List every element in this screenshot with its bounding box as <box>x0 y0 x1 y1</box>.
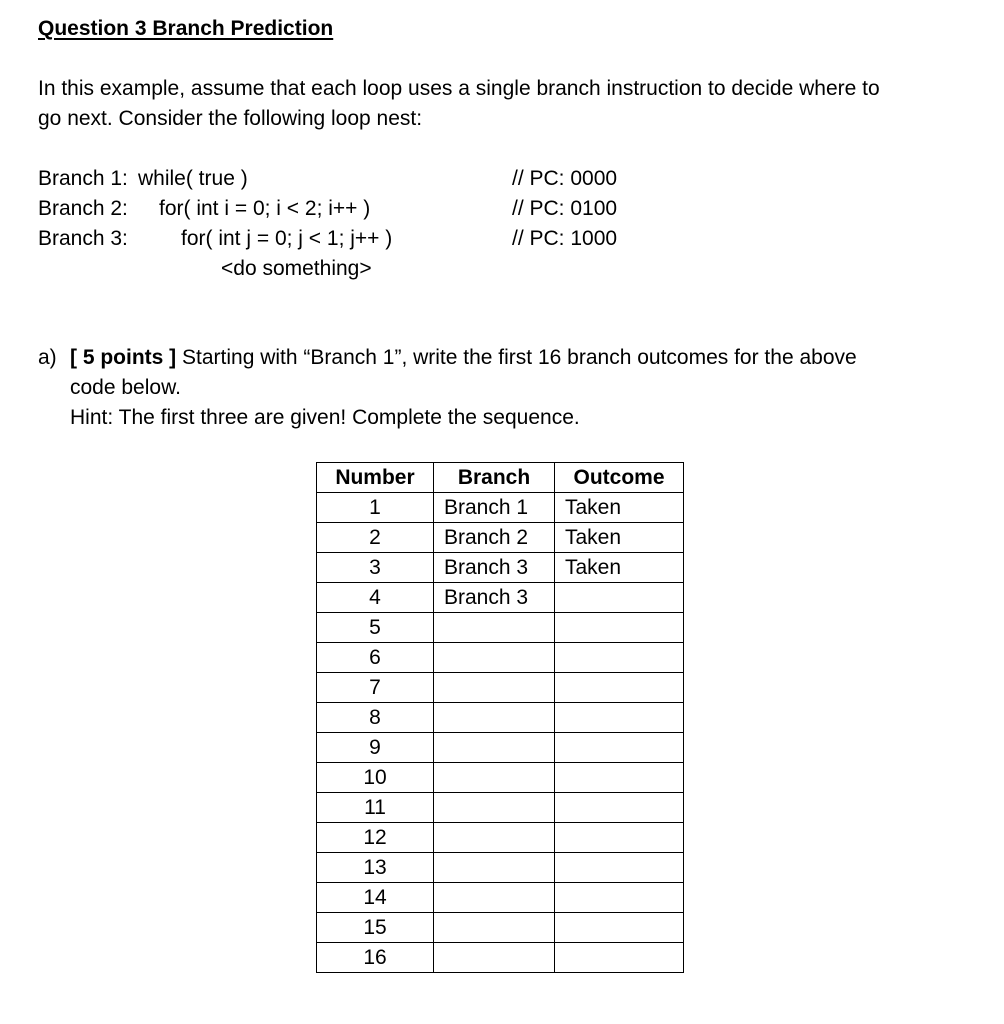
question-a-line-1 <box>70 343 857 373</box>
row-number-cell: 11 <box>317 793 434 823</box>
row-outcome-cell[interactable] <box>555 853 684 883</box>
table-body <box>317 493 684 973</box>
table-row <box>317 703 684 733</box>
row-branch-cell[interactable] <box>434 643 555 673</box>
row-branch-cell[interactable] <box>434 823 555 853</box>
row-outcome-cell[interactable] <box>555 613 684 643</box>
row-outcome-cell[interactable] <box>555 673 684 703</box>
row-branch-cell[interactable] <box>434 733 555 763</box>
table-row <box>317 493 684 523</box>
code-statement-branch-2: for( int i = 0; i < 2; i++ ) <box>159 197 371 220</box>
table-row <box>317 673 684 703</box>
row-branch-cell[interactable] <box>434 943 555 973</box>
row-branch-cell[interactable]: Branch 2 <box>434 523 555 553</box>
row-outcome-cell[interactable] <box>555 763 684 793</box>
code-label-branch-2: Branch 2: <box>38 197 128 220</box>
row-number-cell: 6 <box>317 643 434 673</box>
table-row <box>317 943 684 973</box>
row-branch-cell[interactable]: Branch 3 <box>434 583 555 613</box>
row-outcome-cell[interactable]: Taken <box>555 523 684 553</box>
row-number-cell: 7 <box>317 673 434 703</box>
row-number-cell: 8 <box>317 703 434 733</box>
row-branch-cell[interactable] <box>434 703 555 733</box>
row-outcome-cell[interactable] <box>555 583 684 613</box>
row-number-cell: 1 <box>317 493 434 523</box>
row-branch-cell[interactable] <box>434 673 555 703</box>
row-branch-cell[interactable] <box>434 883 555 913</box>
row-number-cell: 9 <box>317 733 434 763</box>
header-outcome: Outcome <box>555 463 684 493</box>
code-label-branch-3: Branch 3: <box>38 227 128 250</box>
table-row <box>317 613 684 643</box>
table-row <box>317 583 684 613</box>
question-a-points: [ 5 points ] <box>70 346 177 369</box>
table-row <box>317 793 684 823</box>
row-branch-cell[interactable] <box>434 793 555 823</box>
table-row <box>317 853 684 883</box>
row-branch-cell[interactable] <box>434 613 555 643</box>
row-number-cell: 12 <box>317 823 434 853</box>
row-outcome-cell[interactable] <box>555 643 684 673</box>
table-row <box>317 913 684 943</box>
table-row <box>317 823 684 853</box>
row-number-cell: 5 <box>317 613 434 643</box>
row-number-cell: 10 <box>317 763 434 793</box>
table-row <box>317 523 684 553</box>
row-outcome-cell[interactable]: Taken <box>555 553 684 583</box>
intro-line-2: go next. Consider the following loop nest: <box>38 107 423 130</box>
code-statement-branch-1: while( true ) <box>138 167 248 190</box>
row-number-cell: 4 <box>317 583 434 613</box>
table-row <box>317 733 684 763</box>
header-number: Number <box>317 463 434 493</box>
row-branch-cell[interactable]: Branch 1 <box>434 493 555 523</box>
row-outcome-cell[interactable] <box>555 733 684 763</box>
branch-outcome-table <box>316 462 684 973</box>
code-loop-body: <do something> <box>221 257 372 280</box>
code-comment-branch-3: // PC: 1000 <box>512 227 618 250</box>
row-branch-cell[interactable] <box>434 763 555 793</box>
row-outcome-cell[interactable] <box>555 703 684 733</box>
row-number-cell: 15 <box>317 913 434 943</box>
question-title: Question 3 Branch Prediction <box>38 17 334 40</box>
row-outcome-cell[interactable] <box>555 883 684 913</box>
table-row <box>317 883 684 913</box>
row-outcome-cell[interactable] <box>555 793 684 823</box>
question-a-text-1: Starting with “Branch 1”, write the first 16 branch outcomes for the above <box>182 346 857 369</box>
row-branch-cell[interactable]: Branch 3 <box>434 553 555 583</box>
row-outcome-cell[interactable] <box>555 913 684 943</box>
question-a-marker: a) <box>38 346 57 369</box>
code-label-branch-1: Branch 1: <box>38 167 128 190</box>
row-number-cell: 13 <box>317 853 434 883</box>
row-number-cell: 2 <box>317 523 434 553</box>
row-branch-cell[interactable] <box>434 913 555 943</box>
row-branch-cell[interactable] <box>434 853 555 883</box>
code-comment-branch-1: // PC: 0000 <box>512 167 618 190</box>
code-statement-branch-3: for( int j = 0; j < 1; j++ ) <box>181 227 393 250</box>
row-number-cell: 3 <box>317 553 434 583</box>
question-a-line-2: code below. <box>70 376 181 399</box>
question-a-hint: Hint: The first three are given! Complete the sequence. <box>70 406 580 429</box>
table-row <box>317 553 684 583</box>
table-row <box>317 763 684 793</box>
row-outcome-cell[interactable] <box>555 943 684 973</box>
header-branch: Branch <box>434 463 555 493</box>
row-number-cell: 16 <box>317 943 434 973</box>
row-outcome-cell[interactable] <box>555 823 684 853</box>
code-comment-branch-2: // PC: 0100 <box>512 197 618 220</box>
intro-line-1: In this example, assume that each loop uses a single branch instruction to decide where to <box>38 77 880 100</box>
row-outcome-cell[interactable]: Taken <box>555 493 684 523</box>
table-header-row <box>317 463 684 493</box>
row-number-cell: 14 <box>317 883 434 913</box>
table-row <box>317 643 684 673</box>
